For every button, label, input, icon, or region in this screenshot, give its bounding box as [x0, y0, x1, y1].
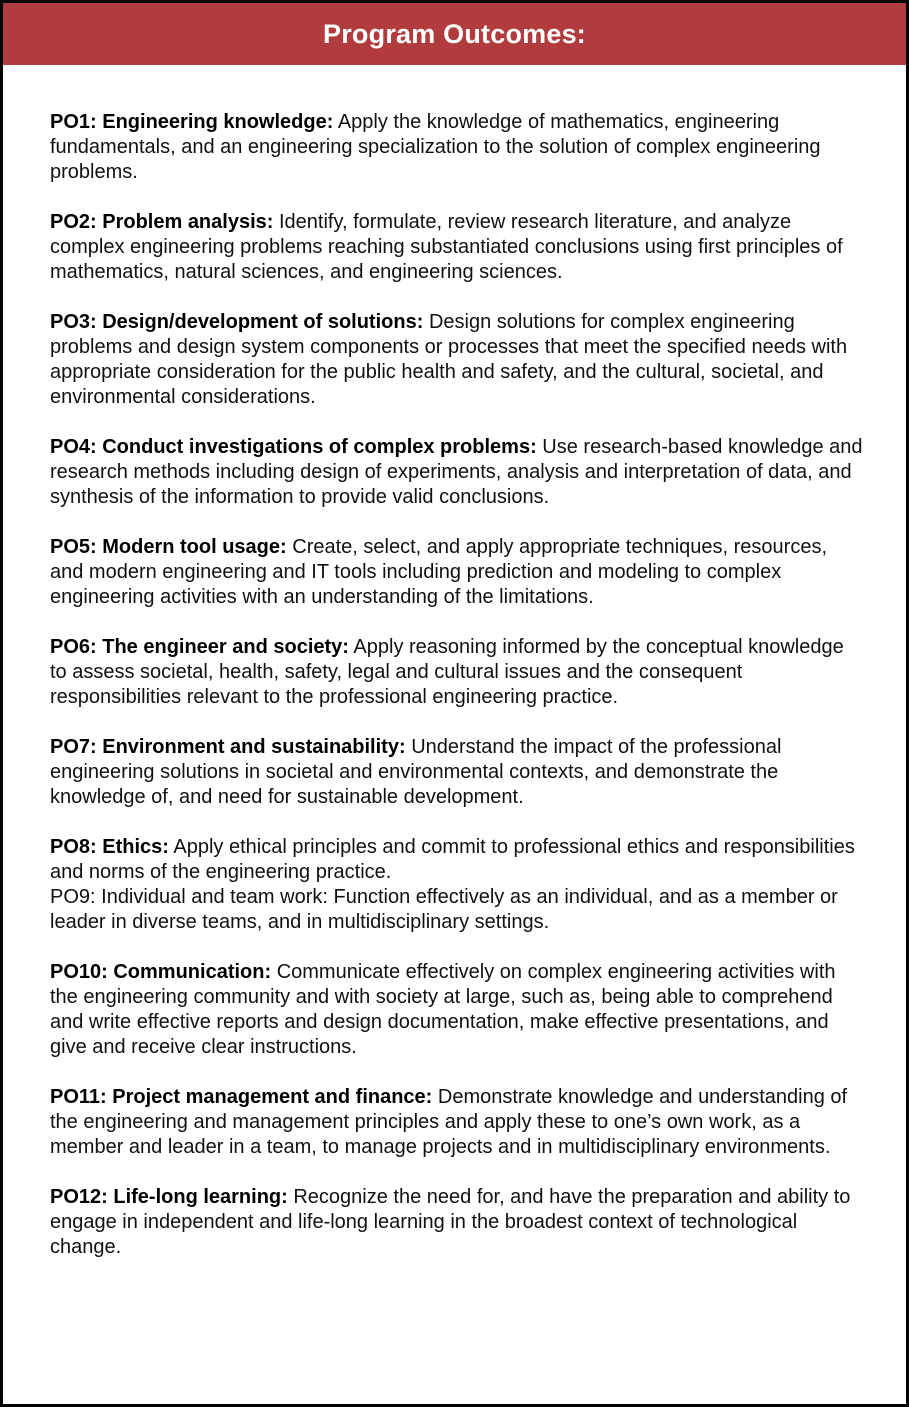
outcome-label: PO6: The engineer and society: — [50, 636, 349, 658]
outcome-text: Understand the impact of the professional engineering solutions in societal and environmental contexts, and demonstrate the knowledge of, and need for sustainable development. — [50, 736, 782, 808]
outcome-label: PO7: Environment and sustainability: — [50, 736, 406, 758]
outcome-text: Apply the knowledge of mathematics, engineering fundamentals, and an engineering specialization to the solution of complex engineering problems. — [50, 111, 821, 183]
header-bar — [3, 3, 906, 65]
outcome-item-po5 — [50, 535, 865, 610]
outcome-item-po7 — [50, 735, 865, 810]
outcome-item-po8 — [50, 835, 865, 935]
outcome-text: Recognize the need for, and have the preparation and ability to engage in independent and life-long learning in the broadest context of technological change. — [50, 1186, 851, 1258]
outcome-item-po10 — [50, 960, 865, 1060]
outcomes-list — [50, 110, 865, 1285]
outcome-text: Demonstrate knowledge and understanding of the engineering and management principles and apply these to one’s own work, as a member and leader in a team, to manage projects and in multidisciplinary environments. — [50, 1086, 848, 1158]
outcome-label: PO1: Engineering knowledge: — [50, 111, 334, 133]
outcome-text: Use research-based knowledge and research methods including design of experiments, analysis and interpretation of data, and synthesis of the information to provide valid conclusions. — [50, 436, 863, 508]
outcome-label: PO11: Project management and finance: — [50, 1086, 433, 1108]
outcome-extra-text-po9: PO9: Individual and team work: Function effectively as an individual, and as a member or leader in diverse teams, and in multidisciplinary settings. — [50, 886, 838, 933]
outcome-item-po12 — [50, 1185, 865, 1260]
outcome-text: Create, select, and apply appropriate techniques, resources, and modern engineering and IT tools including prediction and modeling to complex engineering activities with an understanding of the limitations. — [50, 536, 828, 608]
outcome-item-po4 — [50, 435, 865, 510]
outcome-label: PO8: Ethics: — [50, 836, 169, 858]
outcome-label: PO4: Conduct investigations of complex problems: — [50, 436, 537, 458]
outcome-text: Identify, formulate, review research literature, and analyze complex engineering problems reaching substantiated conclusions using first principles of mathematics, natural sciences, and engineering sciences. — [50, 211, 843, 283]
outcome-label: PO5: Modern tool usage: — [50, 536, 287, 558]
outcome-label: PO2: Problem analysis: — [50, 211, 274, 233]
page-title: Program Outcomes: — [323, 18, 586, 49]
outcome-item-po2 — [50, 210, 865, 285]
outcome-label: PO12: Life-long learning: — [50, 1186, 288, 1208]
outcome-item-po3 — [50, 310, 865, 410]
outcome-text: Apply ethical principles and commit to professional ethics and responsibilities and norms of the engineering practice. — [50, 836, 855, 883]
outcome-text: Apply reasoning informed by the conceptual knowledge to assess societal, health, safety, legal and cultural issues and the consequent responsibilities relevant to the professional engineering practice. — [50, 636, 844, 708]
outcome-item-po11 — [50, 1085, 865, 1160]
outcome-label: PO3: Design/development of solutions: — [50, 311, 424, 333]
outcome-text: Communicate effectively on complex engineering activities with the engineering community and with society at large, such as, being able to comprehend and write effective reports and design documentation, make effective presentations, and give and receive clear instructions. — [50, 961, 836, 1058]
outcome-item-po6 — [50, 635, 865, 710]
outcome-text: Design solutions for complex engineering problems and design system components or processes that meet the specified needs with appropriate consideration for the public health and safety, and the cultural, societal, and environmental considerations. — [50, 311, 848, 408]
outcome-item-po1 — [50, 110, 865, 185]
outcome-label: PO10: Communication: — [50, 961, 272, 983]
